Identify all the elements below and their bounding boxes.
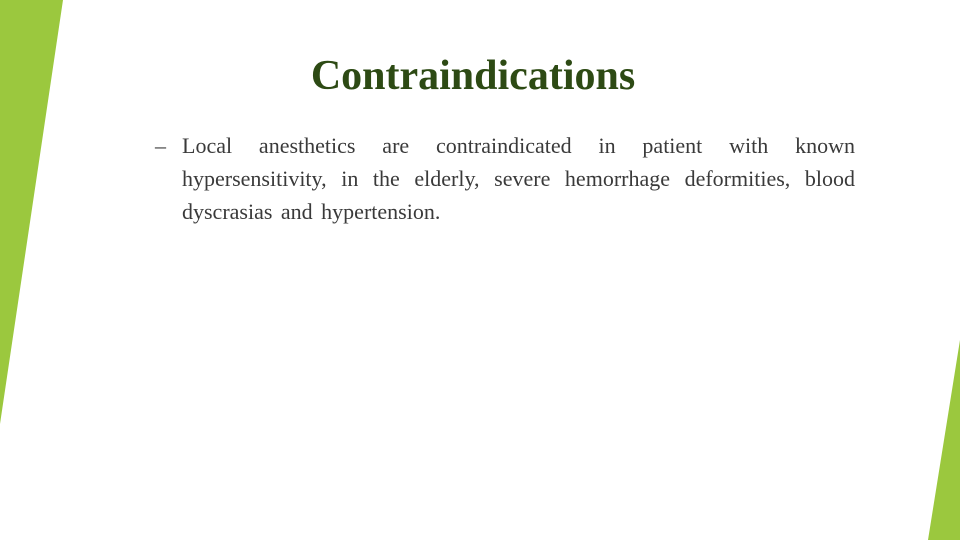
slide-body <box>155 129 855 228</box>
bullet-marker: – <box>155 133 166 158</box>
bullet-text: Local anesthetics are contraindicated in patient with known hypersensitivity, in the elderly, severe hemorrhage deformities, blood dyscrasias and hypertension. <box>182 133 855 224</box>
bullet-item <box>155 129 855 228</box>
slide-title: Contraindications <box>310 53 636 99</box>
right-accent-stripe <box>928 340 960 540</box>
